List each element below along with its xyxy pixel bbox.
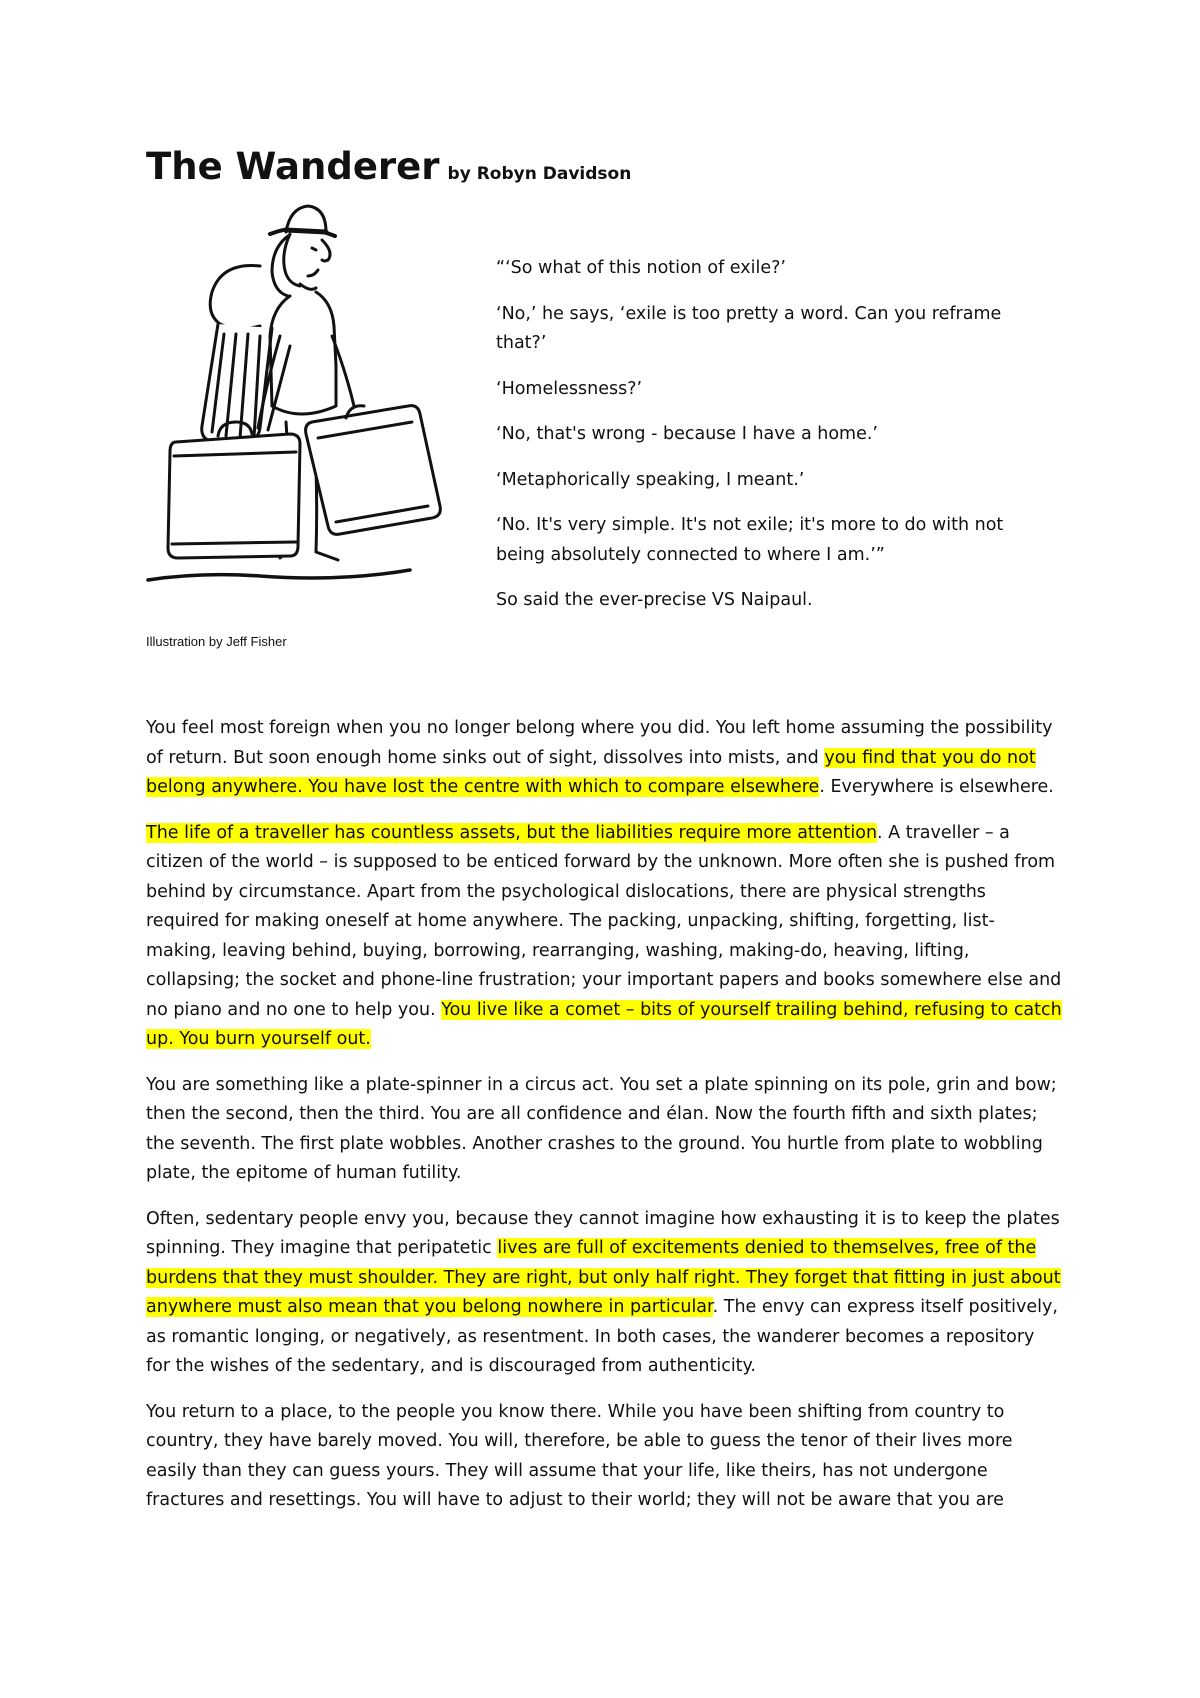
- highlighted-text: you find that you do not belong anywhere. You have lost the centre with which to compare elsewhere: [146, 747, 1036, 797]
- dialogue-block: [496, 254, 1056, 632]
- document-title: The Wanderer: [146, 145, 440, 188]
- body-paragraph: [146, 819, 1062, 1055]
- highlighted-text: lives are full of excitements denied to themselves, free of the burdens that they must shoulder. They are right, but only half right. They forget that fitting in just about anywhere must also mean that you belong nowhere in particular: [146, 1238, 1061, 1317]
- dialogue-line: ‘No. It's very simple. It's not exile; it's more to do with not being absolutely connected to where I am.’”: [496, 515, 1004, 565]
- text-segment: . Everywhere is elsewhere.: [819, 777, 1054, 797]
- dialogue-line: “‘So what of this notion of exile?’: [496, 258, 786, 278]
- traveller-with-suitcases-icon: [140, 196, 480, 596]
- illustration-caption: Illustration by Jeff Fisher: [146, 634, 287, 649]
- body-paragraph: [146, 1205, 1062, 1382]
- highlighted-text: You live like a comet – bits of yourself trailing behind, refusing to catch up. You burn yourself out.: [146, 999, 1062, 1049]
- article-body: [146, 714, 1062, 1532]
- text-segment: Often, sedentary people envy you, because they cannot imagine how exhausting it is to keep the plates spinning. They imagine that peripatetic: [146, 1208, 1060, 1258]
- author-byline: by Robyn Davidson: [447, 164, 632, 184]
- dialogue-line: ‘Homelessness?’: [496, 378, 643, 399]
- dialogue-line: ‘No,’ he says, ‘exile is too pretty a word. Can you reframe that?’: [496, 303, 1002, 353]
- dialogue-line: ‘Metaphorically speaking, I meant.’: [496, 469, 805, 490]
- title-row: [146, 145, 631, 188]
- body-paragraph: [146, 1398, 1062, 1516]
- text-segment: . A traveller – a citizen of the world – is supposed to be enticed forward by the unknown. More often she is pushed from behind by circumstance. Apart from the psychological dislocations, there are physical strengths required for making oneself at home anywhere. The packing, unpacking, shifting, forgetting, list-making, leaving behind, buying, borrowing, rearranging, washing, making-do, heaving, lifting, collapsing; the socket and phone-line frustration; your important papers and books somewhere else and no piano and no one to help you.: [146, 822, 1062, 1020]
- body-paragraph: [146, 1071, 1062, 1189]
- body-paragraph: [146, 714, 1062, 803]
- text-segment: You feel most foreign when you no longer belong where you did. You left home assuming the possibility of return. But soon enough home sinks out of sight, dissolves into mists, and: [146, 718, 1053, 768]
- dialogue-line: So said the ever-precise VS Naipaul.: [496, 590, 813, 610]
- highlighted-text: The life of a traveller has countless assets, but the liabilities require more attention: [146, 822, 878, 843]
- text-segment: . The envy can express itself positively, as romantic longing, or negatively, as resentment. In both cases, the wanderer becomes a repository for the wishes of the sedentary, and is discouraged from authenticity.: [146, 1297, 1058, 1376]
- text-segment: You return to a place, to the people you know there. While you have been shifting from country to country, they have barely moved. You will, therefore, be able to guess the tenor of their lives more easily than they can guess yours. They will assume that your life, like theirs, has not undergone fractures and resettings. You will have to adjust to their world; they will not be aware that you are: [146, 1401, 1013, 1510]
- dialogue-line: ‘No, that's wrong - because I have a home.’: [496, 424, 878, 444]
- text-segment: You are something like a plate-spinner in a circus act. You set a plate spinning on its pole, grin and bow; then the second, then the third. You are all confidence and élan. Now the fourth fifth and sixth plates; the seventh. The first plate wobbles. Another crashes to the ground. You hurtle from plate to wobbling plate, the epitome of human futility.: [146, 1074, 1057, 1183]
